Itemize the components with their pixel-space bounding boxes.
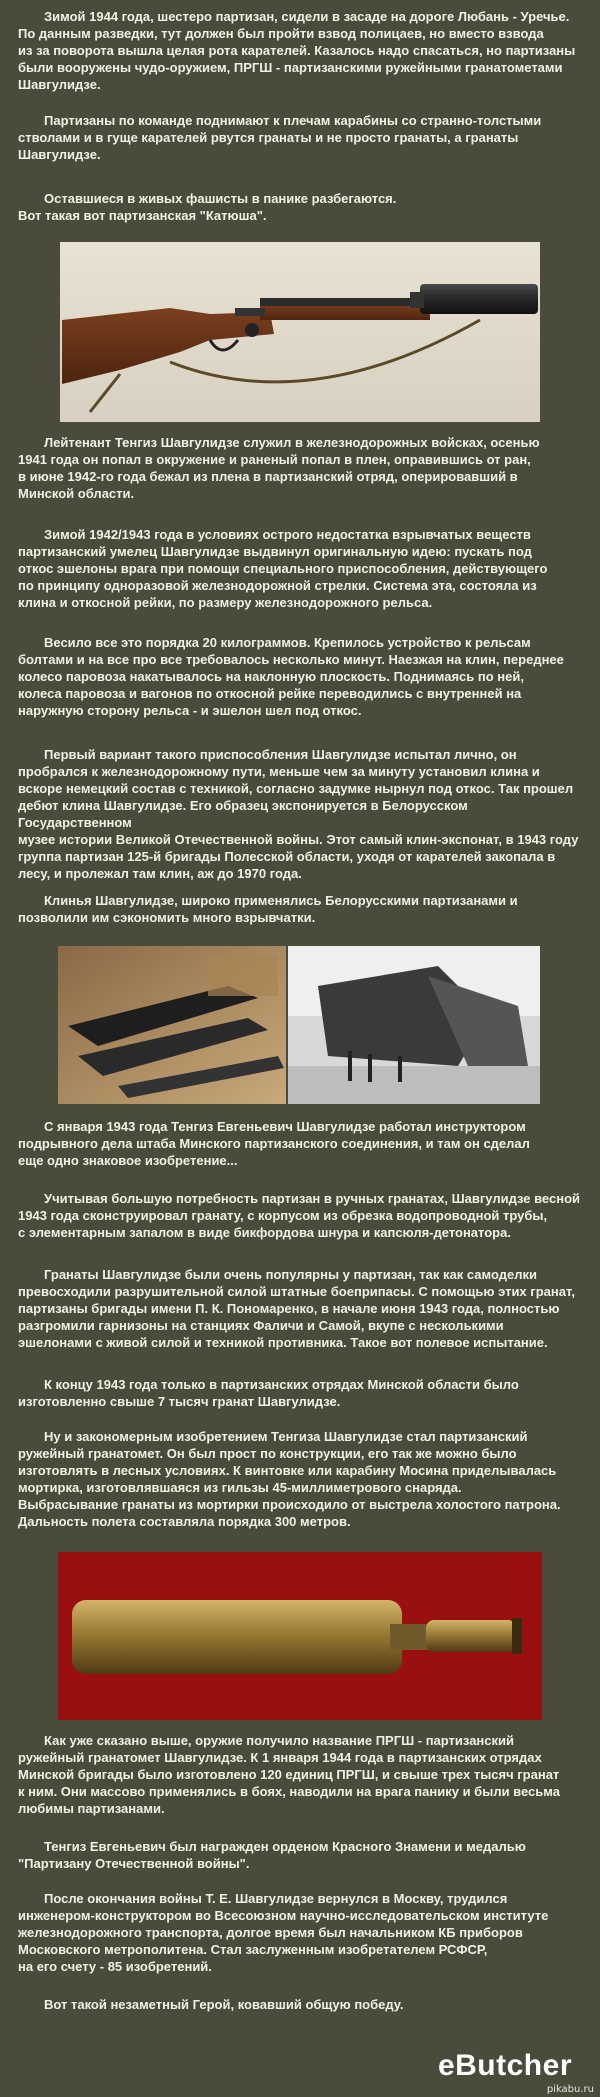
paragraph-3: Оставшиеся в живых фашисты в панике разбегаются. Вот такая вот партизанская "Катюша". (18, 191, 397, 223)
paragraph-6: Весило все это порядка 20 килограммов. Крепилось устройство к рельсам болтами и на все про все требовалось несколько минут. Наезжая на клин, переднее колесо паровоза накатывалось на наклонную плоскость. Поднимаясь по ней, колеса паровоза и вагонов по откосной рейке переводились с внутренней на наружную сторону рельса - и эшелон шел под откос. (18, 635, 564, 718)
paragraph-8: Клинья Шавгулидзе, широко применялись Белорусскими партизанами и позволили им сэкономить много взрывчатки. (18, 893, 518, 925)
rail-wedge-photo (58, 946, 286, 1104)
paragraph-17: Вот такой незаметный Герой, ковавший общую победу. (44, 1997, 404, 2012)
paragraph-4: Лейтенант Тенгиз Шавгулидзе служил в железнодорожных войсках, осенью 1941 года он попал в окружение и раненый попал в плен, оправившись от ран, в июне 1942-го года бежал из плена в партизанский отряд, оперировавший в Минской области. (18, 435, 540, 501)
paragraph-15: Тенгиз Евгеньевич был награжден орденом Красного Знамени и медалью "Партизану Отечественной войны". (18, 1839, 526, 1871)
paragraph-14: Как уже сказано выше, оружие получило название ПРГШ - партизанский ружейный гранатомет Шавгулидзе. К 1 января 1944 года в партизанских отрядах Минской бригады было изготовлено 120 единиц ПРГШ, и свыше трех тысяч гранат к ним. Они массово применялись в боях, наводили на врага панику и были весьма любимы партизанами. (18, 1733, 560, 1816)
rifle-grenade-launcher-photo (60, 242, 540, 422)
paragraph-2: Партизаны по команде поднимают к плечам карабины со странно-толстыми стволами и в гуще карателей рвутся гранаты и не просто гранаты, а гранаты Шавгулидзе. (18, 113, 542, 162)
paragraph-10: Учитывая большую потребность партизан в ручных гранатах, Шавгулидзе весной 1943 года сконструировал гранату, с корпусом из обрезка водопроводной трубы, с элементарным запалом в виде бикфордова шнура и капсюля-детонатора. (18, 1191, 581, 1240)
mortar-tube-photo (58, 1552, 542, 1720)
paragraph-5: Зимой 1942/1943 года в условиях острого недостатка взрывчатых веществ партизанский умелец Шавгулидзе выдвинул оригинальную идею: пускать под откос эшелоны врага при помощи специального приспособления, действующего по принципу одноразовой железнодорожной стрелки. Система эта, состояла из клина и откосной рейки, по размеру железнодорожного рельса. (18, 527, 548, 610)
paragraph-7: Первый вариант такого приспособления Шавгулидзе испытал лично, он пробрался к железнодорожному пути, меньше чем за минуту установил клина и вскоре немецкий состав с техникой, согласно задумке нырнул под откос. Так прошел дебют клина Шавгулидзе. Его образец экспонируется в Белорусском Государственном музее истории Великой Отечественной войны. Этот самый клин-экспонат, в 1943 году группа партизан 125-й бригады Полесской области, уходя от карателей закопала в лесу, и пролежал там клин, аж до 1970 года. (18, 747, 579, 881)
paragraph-13: Ну и закономерным изобретением Тенгиза Шавгулидзе стал партизанский ружейный гранатомет. Он был прост по конструкции, его так же можно было изготовлять в лесных условиях. К винтовке или карабину Мосина приделывалась мортирка, изготовлявшаяся из гильзы 45-миллиметрового снаряда. Выбрасывание гранаты из мортирки происходило от выстрела холостого патрона. Дальность полета составляла порядка 300 метров. (18, 1429, 561, 1529)
paragraph-12: К концу 1943 года только в партизанских отрядах Минской области было изготовленно свыше 7 тысяч гранат Шавгулидзе. (18, 1377, 519, 1409)
paragraph-9: С января 1943 года Тенгиз Евгеньевич Шавгулидзе работал инструктором подрывного дела штаба Минского партизанского соединения, и там он сделал еще одно знаковое изобретение... (18, 1119, 530, 1168)
brand-watermark: eButcher (437, 2049, 572, 2082)
source-watermark: pikabu.ru (546, 2084, 594, 2095)
paragraph-11: Гранаты Шавгулидзе были очень популярны у партизан, так как самоделки превосходили разрушительной силой штатные боеприпасы. С помощью этих гранат, партизаны бригады имени П. К. Пономаренко, в начале июня 1943 года, полностью разгромили гарнизоны на станциях Фаличи и Самой, вкупе с несколькими эшелонами с живой силой и техникой противника. Такое вот полевое испытание. (18, 1267, 575, 1350)
paragraph-1: Зимой 1944 года, шестеро партизан, сидели в засаде на дороге Любань - Уречье. По данным разведки, тут должен был пройти взвод полицаев, но вместо взвода из за поворота вышла целая рота карателей. Казалось надо спасаться, но партизаны были вооружены чудо-оружием, ПРГШ - партизанскими ружейными гранатометами Шавгулидзе. (18, 9, 576, 92)
paragraph-16: После окончания войны Т. Е. Шавгулидзе вернулся в Москву, трудился инженером-конструктором во Всесоюзном научно-исследовательском институте железнодорожного транспорта, долгое время был начальником КБ приборов Московского метрополитена. Стал заслуженным изобретателем РСФСР, на его счету - 85 изобретений. (18, 1891, 549, 1974)
derailed-train-photo (288, 946, 540, 1104)
